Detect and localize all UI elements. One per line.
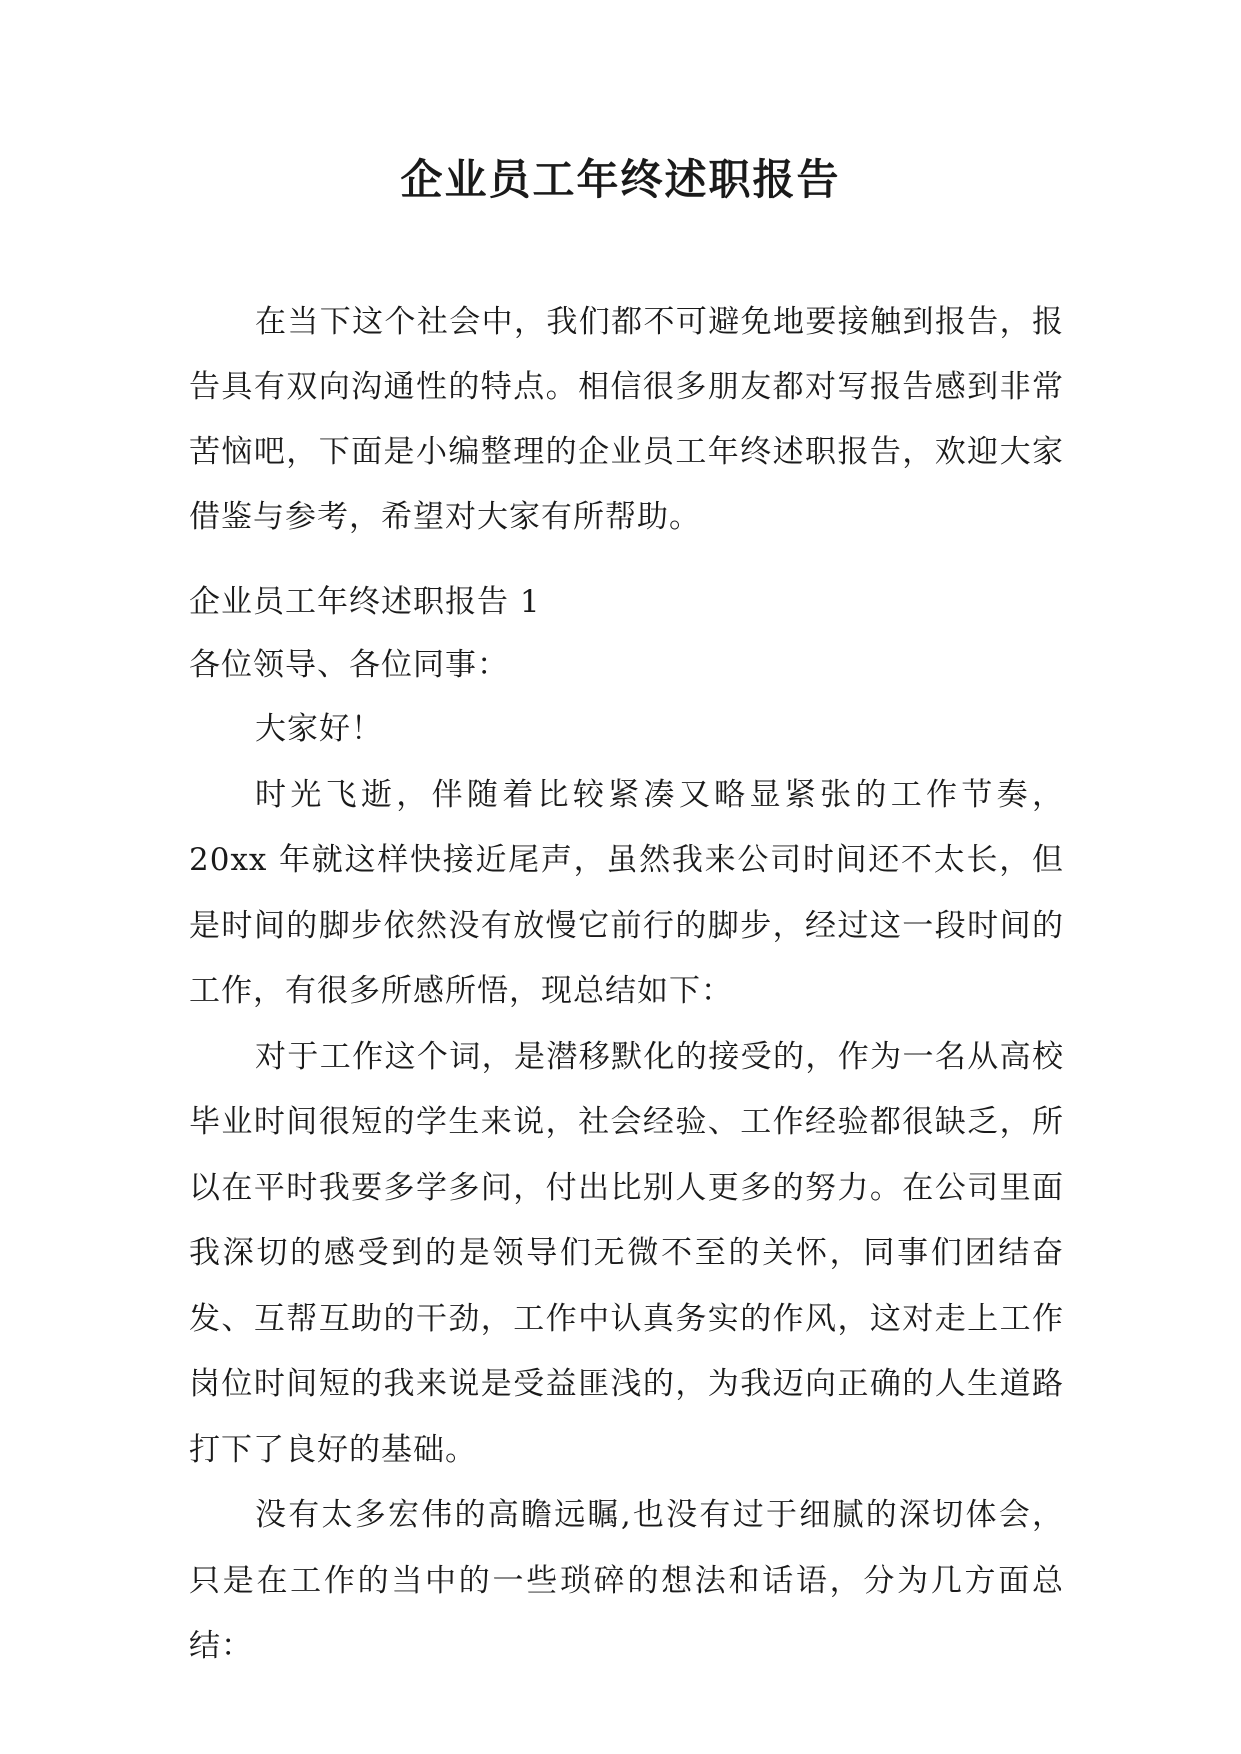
salutation: 各位领导、各位同事： bbox=[189, 647, 509, 683]
body-paragraph: 对于工作这个词，是潜移默化的接受的，作为一名从高校毕业时间很短的学生来说，社会经验、工作经验都很缺乏，所以在平时我要多学多问，付出比别人更多的努力。在公司里面我深切的感受到的是领导们无微不至的关怀，同事们团结奋发、互帮互助的干劲，工作中认真务实的作风，这对走上工作岗位时间短的我来说是受益匪浅的，为我迈向正确的人生道路打下了良好的基础。 bbox=[189, 1038, 1064, 1468]
letter-body bbox=[189, 697, 1064, 1680]
intro-paragraph: 在当下这个社会中，我们都不可避免地要接触到报告，报告具有双向沟通性的特点。相信很多朋友都对写报告感到非常苦恼吧，下面是小编整理的企业员工年终述职报告，欢迎大家借鉴与参考，希望对大家有所帮助。 bbox=[189, 304, 1064, 535]
intro-block bbox=[189, 290, 1064, 550]
document-title: 企业员工年终述职报告 bbox=[400, 155, 841, 204]
body-paragraph: 没有太多宏伟的高瞻远瞩,也没有过于细腻的深切体会，只是在工作的当中的一些琐碎的想法和话语，分为几方面总结： bbox=[189, 1497, 1064, 1664]
greeting-paragraph: 大家好！ bbox=[255, 711, 383, 747]
section-heading: 企业员工年终述职报告 1 bbox=[189, 584, 541, 620]
body-paragraph: 时光飞逝，伴随着比较紧凑又略显紧张的工作节奏，20xx 年就这样快接近尾声，虽然我来公司时间还不太长，但是时间的脚步依然没有放慢它前行的脚步，经过这一段时间的工作，有很多所感所悟，现总结如下： bbox=[189, 776, 1064, 1009]
